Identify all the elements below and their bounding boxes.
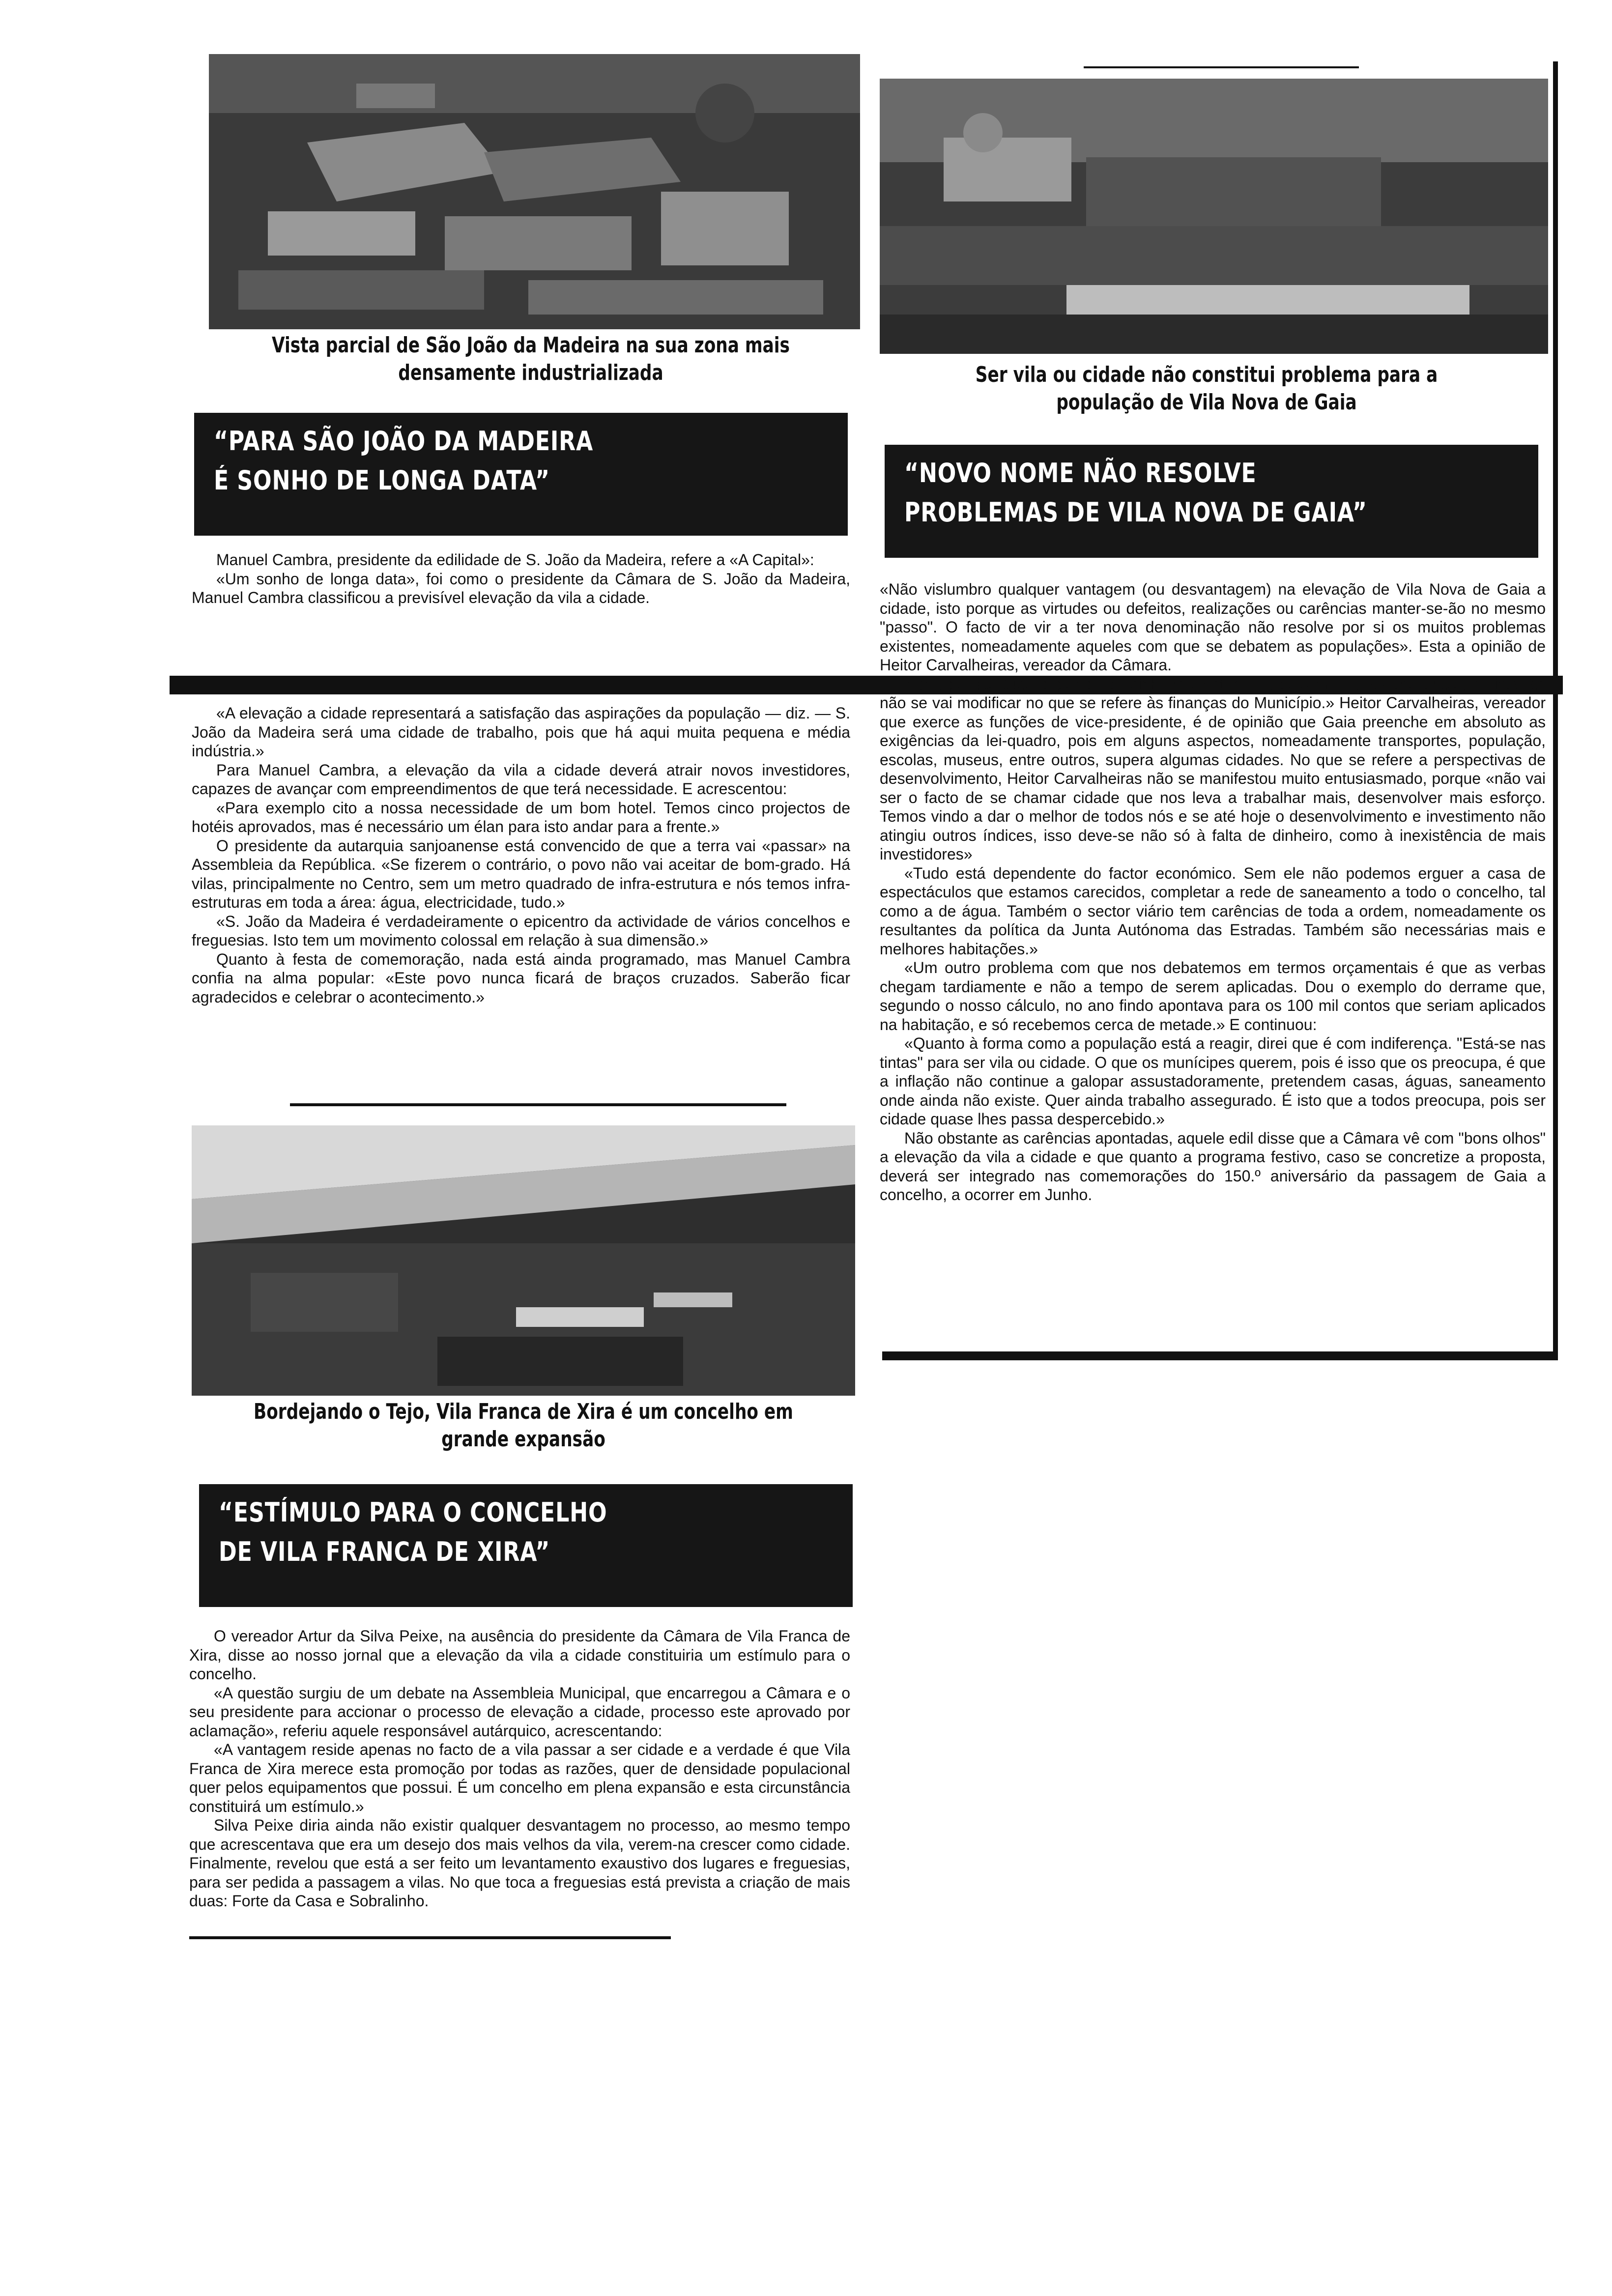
gaia-photo-caption: Ser vila ou cidade não constitui problema para a população de Vila Nova de Gaia (975, 362, 1438, 415)
gaia-bottom-band (882, 1351, 1558, 1360)
gaia-body-paragraph: «Não vislumbro qualquer vantagem (ou desvantagem) na elevação de Vila Nova de Gaia a cidade, isto porque as virtudes ou defeitos, realizações ou carências manter-se-ão no mesmo "passo". O facto de vir a ter nova denominação não resolve por si os muitos problemas existentes, nomeadamente aqueles com que se debatem as populações». Esta a opinião de Heitor Carvalheiras, vereador da Câmara. (880, 580, 1546, 674)
gaia-headline (885, 445, 1538, 558)
sjm-intro-paragraph: «Um sonho de longa data», foi como o presidente da Câmara de S. João da Madeira, Manuel Cambra classificou a previsível elevação da vila a cidade. (192, 570, 850, 606)
vfx-headline-line-1: “ESTÍMULO PARA O CONCELHO (219, 1497, 607, 1528)
vfx-end-rule (189, 1936, 671, 1939)
vfx-body-paragraph: O vereador Artur da Silva Peixe, na ausência do presidente da Câmara de Vila Franca de Xira, disse ao nosso jornal que a elevação da vila a cidade constituiria um estímulo para o concelho. (189, 1627, 850, 1683)
sjm-body-paragraph: «S. João da Madeira é verdadeiramente o epicentro da actividade de vários concelhos e freguesias. Isto tem um movimento colossal em relação à sua dimensão.» (192, 912, 850, 949)
sjm-intro (192, 550, 850, 607)
sjm-industrial-photo (209, 54, 860, 329)
sjm-end-rule (290, 1103, 786, 1106)
vfx-tejo-photo (192, 1125, 855, 1396)
right-column-border (1553, 61, 1558, 1359)
sjm-body-paragraph: O presidente da autarquia sanjoanense está convencido de que a terra vai «passar» na Assembleia da República. «Se fizerem o contrário, o povo não vai aceitar de bom-grado. Há vilas, principalmente no Centro, sem um metro quadrado de infra-estrutura e nós temos infra-estruturas em toda a área: água, electricidade, tudo.» (192, 836, 850, 911)
gaia-body-paragraph: «Tudo está dependente do factor económico. Sem ele não podemos erguer a casa de espectáculos que estamos carecidos, completar a rede de saneamento a todo o concelho, tal como a de água. Também o sector viário tem carências de toda a ordem, nomeadamente os resultantes da política da Junta Autónoma das Estradas. Também são necessárias mais e melhores habitações.» (880, 864, 1546, 958)
gaia-body-paragraph: «Quanto à forma como a população está a reagir, direi que é com indiferença. "Está-se nas tintas" para ser vila ou cidade. O que os munícipes querem, pois é isso que os preocupa, é que a inflação não continue a galopar assustadoramente, pretendem casas, águas, saneamento onde ainda não existe. Quer ainda trabalho assegurado. É isto que a todos preocupa, pois ser cidade quase lhes passa despercebido.» (880, 1034, 1546, 1128)
sjm-body-paragraph: Para Manuel Cambra, a elevação da vila a cidade deverá atrair novos investidores, capazes de avançar com empreendimentos de que terá necessidade. E acrescentou: (192, 761, 850, 798)
vfx-headline-line-2: DE VILA FRANCA DE XIRA” (219, 1536, 550, 1567)
vfx-body-paragraph: «A vantagem reside apenas no facto de a vila passar a ser cidade e a verdade é que Vila Franca de Xira merece esta promoção por todas as razões, quer de densidade populacional quer pelos equipamentos que possui. É um concelho em plena expansão e esta circunstância constituirá um estímulo.» (189, 1741, 850, 1815)
sjm-intro-paragraph: Manuel Cambra, presidente da edilidade de S. João da Madeira, refere a «A Capital»: (216, 551, 814, 569)
sjm-body-paragraph: «Para exemplo cito a nossa necessidade de um bom hotel. Temos cinco projectos de hotéis aprovados, mas é necessário um élan para isto andar para a frente.» (192, 799, 850, 835)
sjm-photo-caption: Vista parcial de São João da Madeira na sua zona mais densamente industrializada (272, 333, 790, 385)
sjm-headline-line-2: É SONHO DE LONGA DATA” (214, 465, 550, 496)
gaia-article-body (880, 580, 1546, 1205)
gaia-top-rule (1084, 66, 1359, 68)
sjm-body-paragraph: «A elevação a cidade representará a satisfação das aspirações da população — diz. — S. João da Madeira será uma cidade de trabalho, pois que há aqui muita pequena e média indústria.» (192, 704, 850, 760)
vfx-body-paragraph: Silva Peixe diria ainda não existir qualquer desvantagem no processo, ao mesmo tempo que acrescentava que era um desejo dos mais velhos da vila, verem-na crescer como cidade. Finalmente, revelou que está a ser feito um levantamento exaustivo dos lugares e freguesias, para ser pedida a passagem a vilas. No que toca a freguesias está prevista a criação de mais duas: Forte da Casa e Sobralinho. (189, 1816, 850, 1910)
gaia-body-paragraph: «Um outro problema com que nos debatemos em termos orçamentais é que as verbas chegam tardiamente e não a tempo de serem aplicadas. Dou o exemplo do derrame que, segundo o nosso cálculo, no ano findo apontava para os 100 mil contos que seriam aplicados na habitação, e só recebemos cerca de metade.» E continuou: (880, 959, 1546, 1033)
gaia-headline-line-1: “NOVO NOME NÃO RESOLVE (904, 458, 1257, 488)
sjm-article-body (192, 704, 850, 1006)
vfx-article-body (189, 1627, 850, 1911)
sjm-body-paragraph: Quanto à festa de comemoração, nada está ainda programado, mas Manuel Cambra confia na alma popular: «Este povo nunca ficará de braços cruzados. Saberão ficar agradecidos e celebrar o acontecimento.» (192, 950, 850, 1006)
sjm-headline-line-1: “PARA SÃO JOÃO DA MADEIRA (214, 426, 594, 457)
vfx-headline (199, 1484, 853, 1607)
gaia-body-paragraph: «Isto, porque tudo depende do dinheiro existente e, pelo menos a curto prazo, a situação não se vai modificar no que se refere às finanças do Município.» Heitor Carvalheiras, vereador que exerce as funções de vice-presidente, é de opinião que Gaia preenche em absoluto as exigências da lei-quadro, pois em alguns aspectos, nomeadamente transportes, população, escolas, museus, entre outros, supera algumas cidades. No que se refere a perspectivas de desenvolvimento, Heitor Carvalheiras não se manifestou muito entusiasmado, porque «não vai ser o facto de se chamar cidade que nos leva a trabalhar mais, desenvolver mais esforço. Temos vindo a dar o melhor de todos nós e se até hoje o desenvolvimento e investimento não atingiu outros índices, isso deve-se não só à falta de dinheiro, como à inexistência de mais investidores» (880, 675, 1546, 863)
gaia-body-paragraph: Não obstante as carências apontadas, aquele edil disse que a Câmara vê com "bons olhos" a elevação da vila a cidade e que quanto a programa festivo, caso se concretize a proposta, deverá ser integrado nas comemorações do 150.º aniversário da passagem de Gaia a concelho, a ocorrer em Junho. (880, 1129, 1546, 1204)
gaia-riverside-photo (880, 79, 1548, 354)
vfx-photo-caption: Bordejando o Tejo, Vila Franca de Xira é um concelho em grande expansão (254, 1399, 793, 1452)
gaia-headline-line-2: PROBLEMAS DE VILA NOVA DE GAIA” (904, 497, 1367, 528)
sjm-headline (194, 413, 848, 536)
vfx-body-paragraph: «A questão surgiu de um debate na Assembleia Municipal, que encarregou a Câmara e o seu presidente para accionar o processo de elevação a cidade, processo este aprovado por aclamação», referiu aquele responsável autárquico, acrescentando: (189, 1684, 850, 1740)
